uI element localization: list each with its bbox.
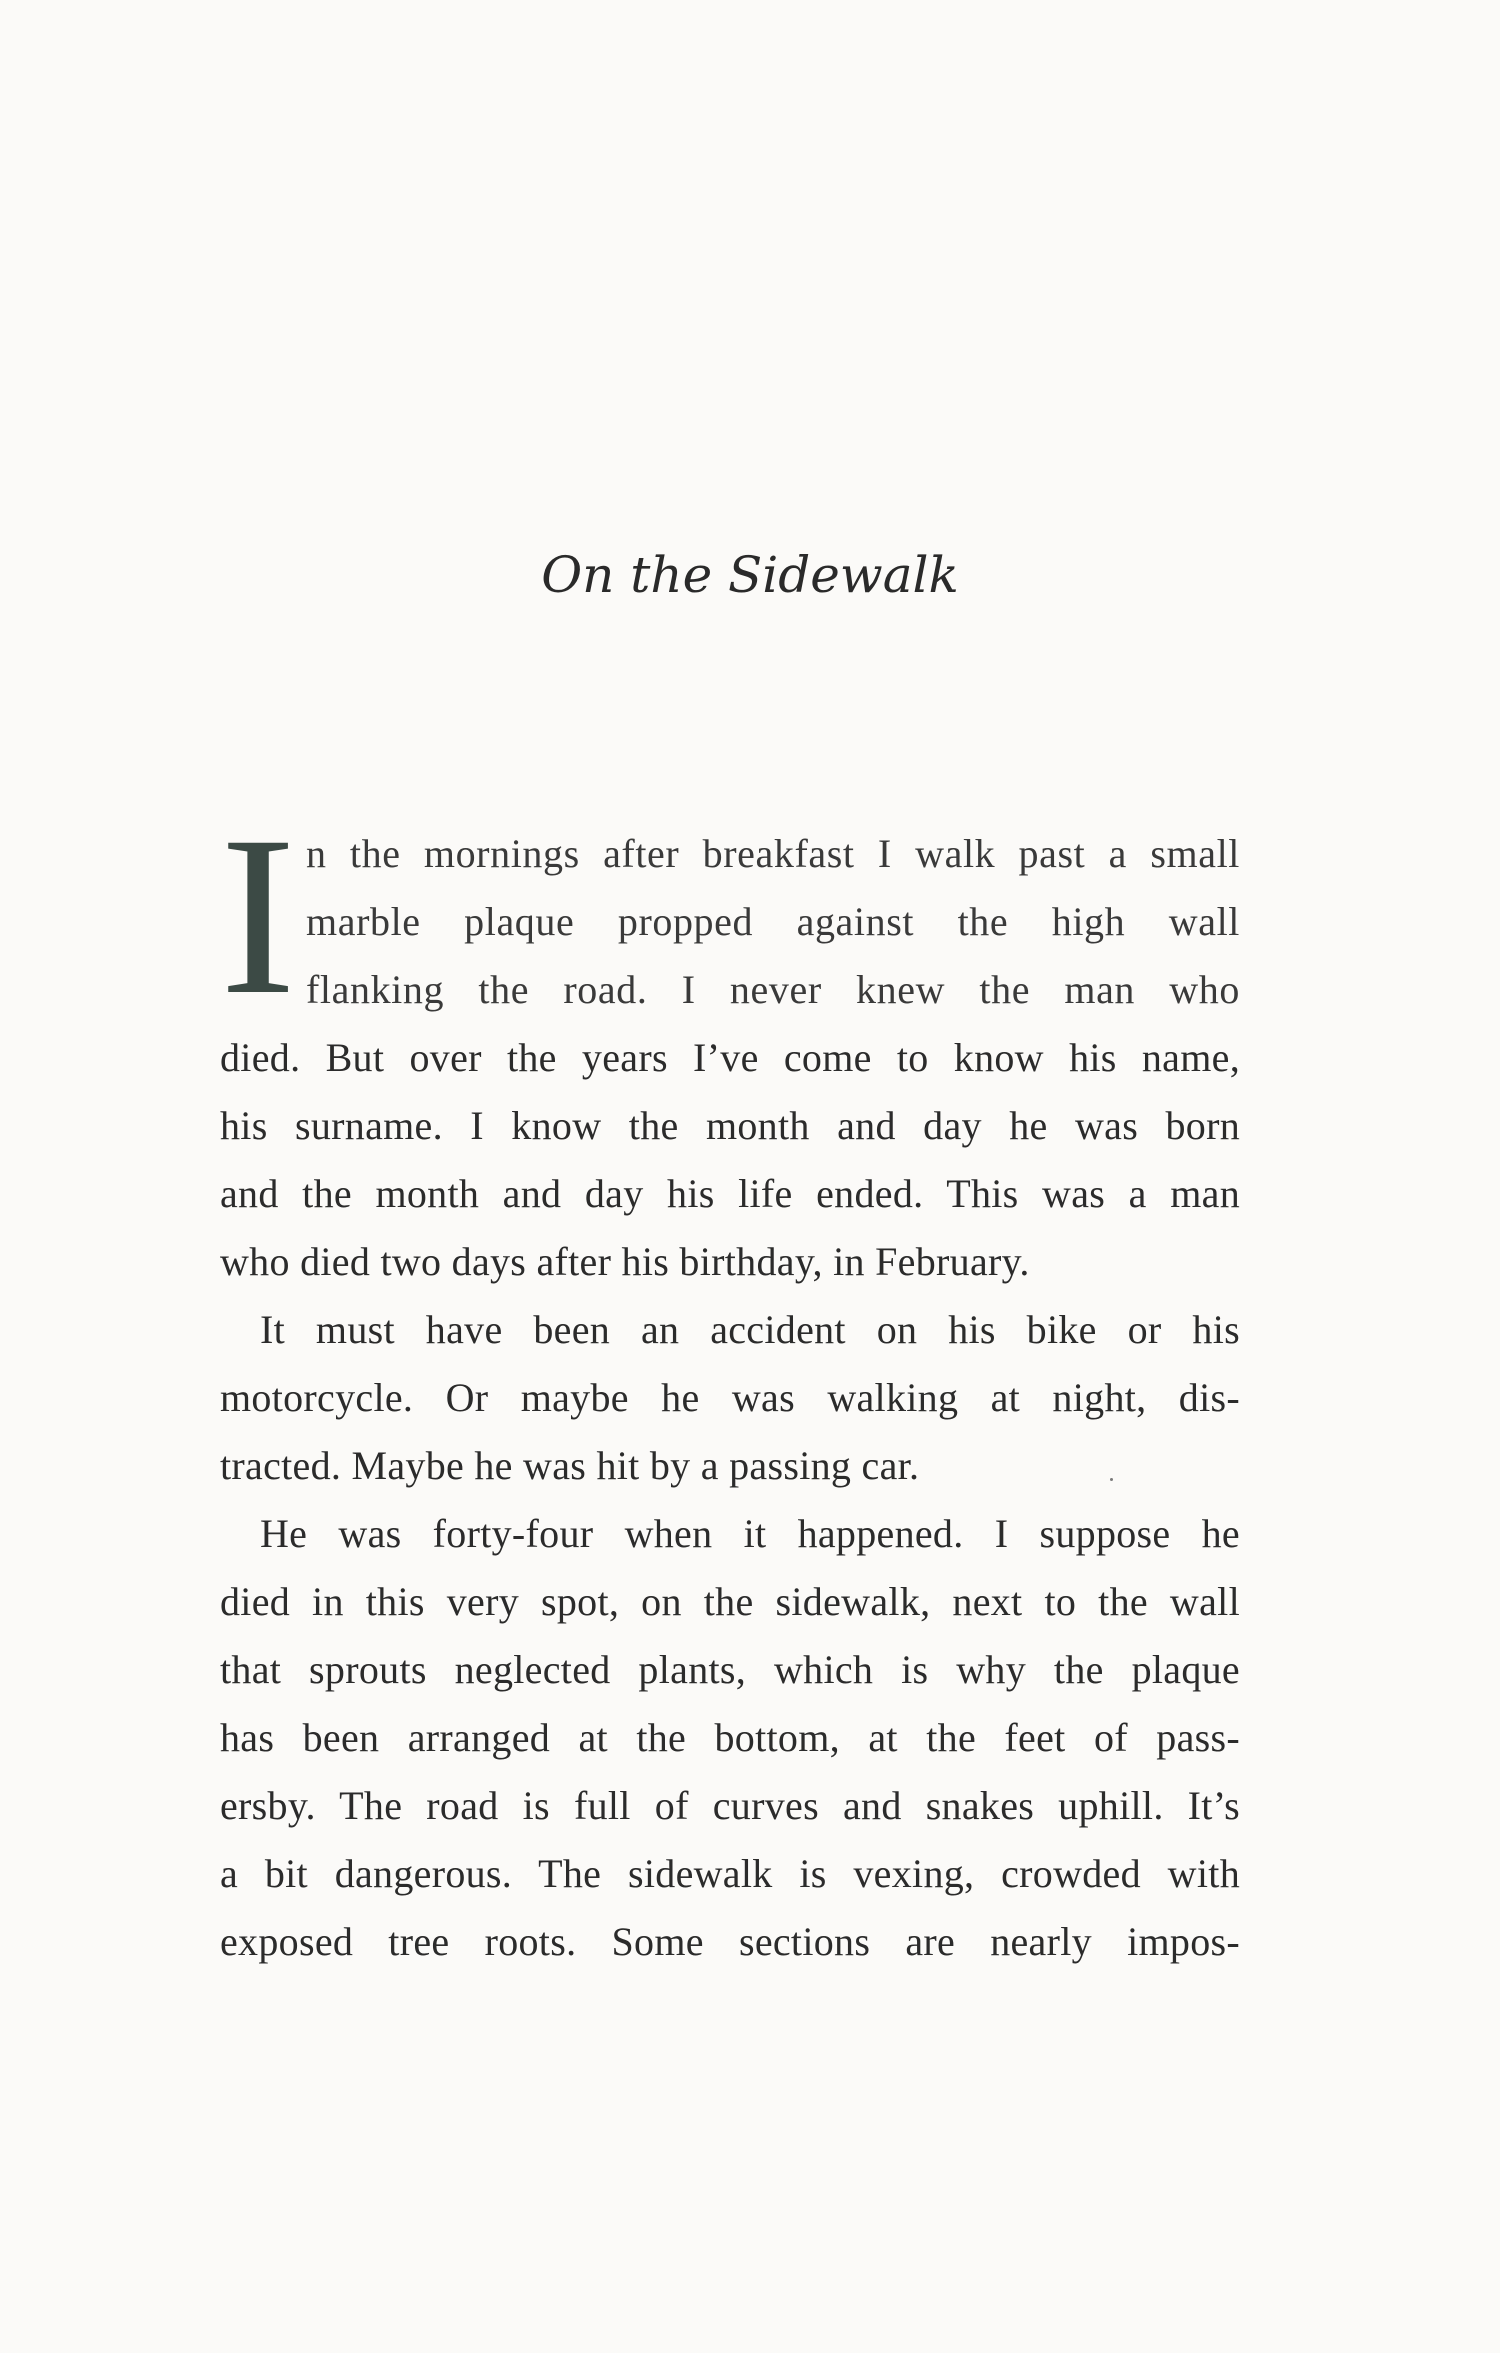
text-line: a bit dangerous. The sidewalk is vexing, crowded with xyxy=(220,1851,1240,1896)
text-line: flanking the road. I never knew the man who xyxy=(306,967,1240,1012)
paragraph-2 xyxy=(220,1296,1240,1500)
text-line: his surname. I know the month and day he was born xyxy=(220,1103,1240,1148)
drop-cap: I xyxy=(220,790,296,1042)
opening-paragraph xyxy=(220,790,1240,1042)
chapter-title: On the Sidewalk xyxy=(541,546,959,604)
text-line: marble plaque propped against the high wall xyxy=(306,899,1240,944)
body-text xyxy=(220,790,1240,1976)
text-line: died in this very spot, on the sidewalk, next to the wall xyxy=(220,1579,1240,1624)
text-line: died. But over the years I’ve come to know his name, xyxy=(220,1035,1240,1080)
text-line: has been arranged at the bottom, at the feet of pass- xyxy=(220,1715,1240,1760)
text-line: motorcycle. Or maybe he was walking at night, dis- xyxy=(220,1375,1240,1420)
text-line: He was forty-four when it happened. I suppose he xyxy=(260,1511,1240,1556)
text-line: n the mornings after breakfast I walk past a small xyxy=(306,831,1240,876)
text-line: ersby. The road is full of curves and snakes uphill. It’s xyxy=(220,1783,1240,1828)
paragraph-1 xyxy=(220,1024,1240,1296)
drop-cap-lines xyxy=(306,820,1240,1024)
text-line: It must have been an accident on his bike or his xyxy=(260,1307,1240,1352)
text-line: tracted. Maybe he was hit by a passing car. xyxy=(220,1443,920,1488)
text-line: that sprouts neglected plants, which is why the plaque xyxy=(220,1647,1240,1692)
text-line: who died two days after his birthday, in February. xyxy=(220,1239,1030,1284)
paragraph-3 xyxy=(220,1500,1240,1976)
paper-speck xyxy=(1110,1478,1113,1481)
text-line: exposed tree roots. Some sections are nearly impos- xyxy=(220,1919,1240,1964)
text-line: and the month and day his life ended. This was a man xyxy=(220,1171,1240,1216)
